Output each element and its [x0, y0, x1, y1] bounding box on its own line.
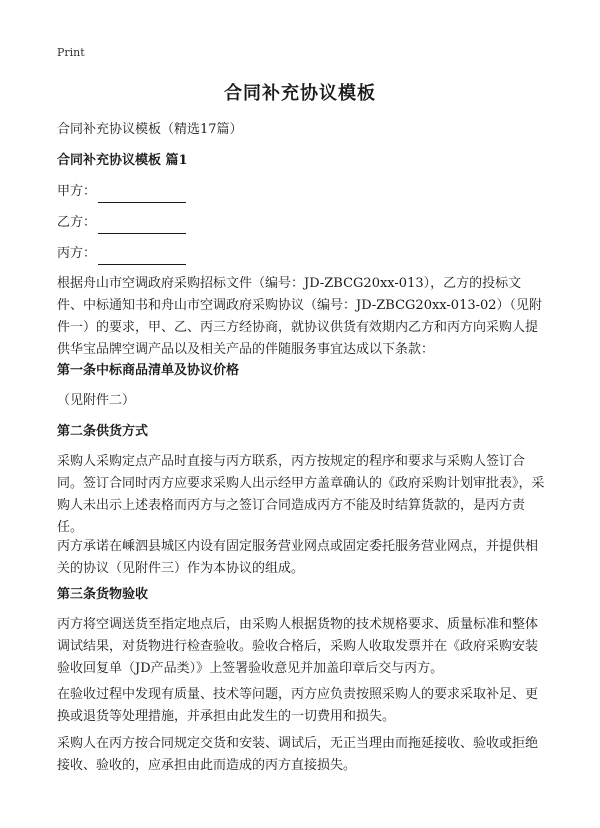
- article-1-body: （见附件二）: [57, 393, 136, 408]
- party-b-label: 乙方：: [57, 215, 97, 230]
- party-b-row: [57, 212, 545, 234]
- print-link[interactable]: Print: [57, 46, 85, 59]
- article-3-paragraph-1: 丙方将空调送货至指定地点后，由采购人根据货物的技术规格要求、质量标准和整体调试结果，对货物进行检查验收。验收合格后，采购人收取发票并在《政府采购安装验收回复单（JD产品类）》上签署验收意见并加盖印章后交与丙方。: [57, 617, 539, 676]
- party-a-blank: [98, 188, 186, 203]
- party-c-blank: [98, 250, 186, 265]
- intro-paragraph: 根据舟山市空调政府采购招标文件（编号：JD-ZBCG20xx-013），乙方的投标文件、中标通知书和舟山市空调政府采购协议（编号：JD-ZBCG20xx-013-02）（见附件一）的要求，甲、乙、丙三方经协商，就协议供货有效期内乙方和丙方向采购人提供华宝品牌空调产品以及相关产品的伴随服务事宜达成以下条款：: [57, 276, 543, 357]
- party-a-label: 甲方：: [57, 184, 97, 199]
- article-3-paragraph-3: 采购人在丙方按合同规定交货和安装、调试后，无正当理由而拖延接收、验收或拒绝接收、验收的，应承担由此而造成的丙方直接损失。: [57, 736, 539, 773]
- article-3-paragraph-2: 在验收过程中发现有质量、技术等问题，丙方应负责按照采购人的要求采取补足、更换或退货等处理措施，并承担由此发生的一切费用和损失。: [57, 687, 539, 724]
- article-3-heading: 第三条货物验收: [57, 587, 149, 602]
- party-b-blank: [98, 219, 186, 234]
- article-2-paragraph-1: 采购人采购定点产品时直接与丙方联系，丙方按规定的程序和要求与采购人签订合同。签订合同时丙方应要求采购人出示经甲方盖章确认的《政府采购计划审批表》，采购人未出示上述表格而丙方与之签订合同造成丙方不能及时结算货款的，是丙方责任。: [57, 454, 545, 535]
- article-2-heading: 第二条供货方式: [57, 424, 149, 439]
- document-subtitle: 合同补充协议模板（精选17篇）: [57, 122, 243, 137]
- document-title: 合同补充协议模板: [224, 83, 376, 104]
- section-title: 合同补充协议模板 篇1: [57, 153, 188, 168]
- article-1-heading: 第一条中标商品清单及协议价格: [57, 363, 240, 378]
- article-2-paragraph-2: 丙方承诺在嵊泗县城区内设有固定服务营业网点或固定委托服务营业网点，并提供相关的协议（见附件三）作为本协议的组成。: [57, 539, 539, 576]
- party-c-label: 丙方：: [57, 246, 97, 261]
- party-a-row: [57, 181, 545, 203]
- party-c-row: [57, 243, 545, 265]
